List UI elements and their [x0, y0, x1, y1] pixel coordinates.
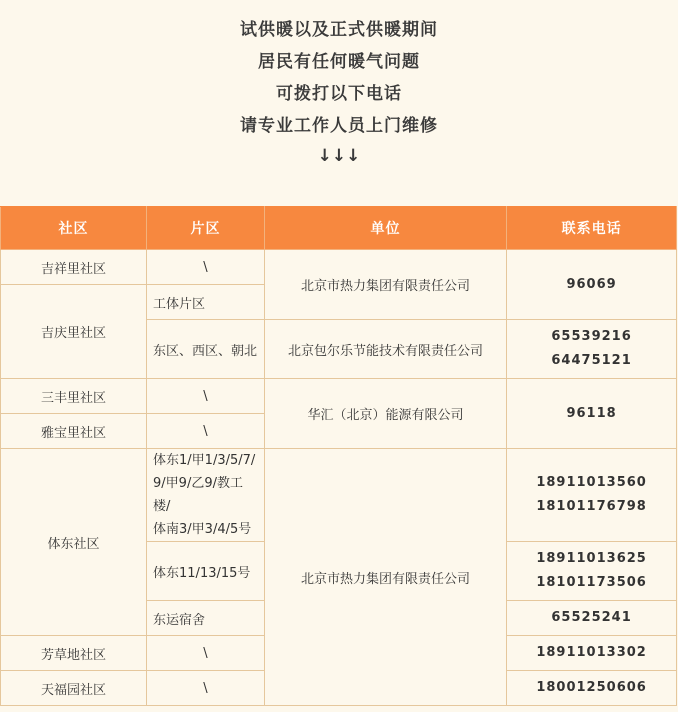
phone-cell: 18001250606: [507, 671, 677, 706]
phone-number: 18101173506: [536, 575, 647, 590]
header-unit: 单位: [264, 207, 506, 250]
heating-contacts-table: [0, 206, 677, 706]
header-community: 社区: [1, 207, 147, 250]
table-row: [1, 449, 677, 542]
area-line: 体东1/甲1/3/5/7/: [153, 453, 256, 468]
phone-number: 65539216: [551, 329, 632, 344]
phone-cell: 96118: [507, 379, 677, 449]
unit-cell: 北京市热力集团有限责任公司: [264, 250, 506, 320]
unit-cell: 北京包尔乐节能技术有限责任公司: [264, 320, 506, 379]
community-cell: 天福园社区: [1, 671, 147, 706]
area-cell: 工体片区: [147, 285, 265, 320]
intro-line-1: 试供暖以及正式供暖期间: [240, 20, 438, 40]
community-cell: 三丰里社区: [1, 379, 147, 414]
area-cell: \: [147, 414, 265, 449]
area-cell: \: [147, 636, 265, 671]
area-line: 体南3/甲3/4/5号: [153, 522, 252, 537]
area-line: 9/甲9/乙9/教工楼/: [153, 476, 243, 514]
community-cell: 雅宝里社区: [1, 414, 147, 449]
community-cell: 体东社区: [1, 449, 147, 636]
header-phone: 联系电话: [507, 207, 677, 250]
unit-cell: 华汇（北京）能源有限公司: [264, 379, 506, 449]
phone-cell: [507, 542, 677, 601]
area-cell: [147, 449, 265, 542]
area-cell: \: [147, 379, 265, 414]
phone-cell: 96069: [507, 250, 677, 320]
intro-line-3: 可拨打以下电话: [276, 84, 402, 104]
phone-number: 18911013560: [536, 475, 647, 490]
phone-cell: [507, 320, 677, 379]
phone-cell: 18911013302: [507, 636, 677, 671]
area-cell: 东运宿舍: [147, 601, 265, 636]
area-cell: \: [147, 250, 265, 285]
unit-cell: 北京市热力集团有限责任公司: [264, 449, 506, 706]
intro-line-2: 居民有任何暖气问题: [258, 52, 420, 72]
phone-number: 18101176798: [536, 499, 647, 514]
community-cell: 吉庆里社区: [1, 285, 147, 379]
down-arrows-icon: ↓↓↓: [317, 146, 361, 166]
intro-line-4: 请专业工作人员上门维修: [240, 116, 438, 136]
phone-number: 18911013625: [536, 551, 647, 566]
table-row: [1, 379, 677, 414]
table-header-row: [1, 207, 677, 250]
community-cell: 吉祥里社区: [1, 250, 147, 285]
table-row: [1, 250, 677, 285]
phone-number: 64475121: [551, 353, 632, 368]
phone-cell: 65525241: [507, 601, 677, 636]
area-cell: \: [147, 671, 265, 706]
community-cell: 芳草地社区: [1, 636, 147, 671]
phone-cell: [507, 449, 677, 542]
area-cell: 体东11/13/15号: [147, 542, 265, 601]
header-area: 片区: [147, 207, 265, 250]
area-cell: 东区、西区、朝北: [147, 320, 265, 379]
intro-text: [0, 14, 678, 170]
